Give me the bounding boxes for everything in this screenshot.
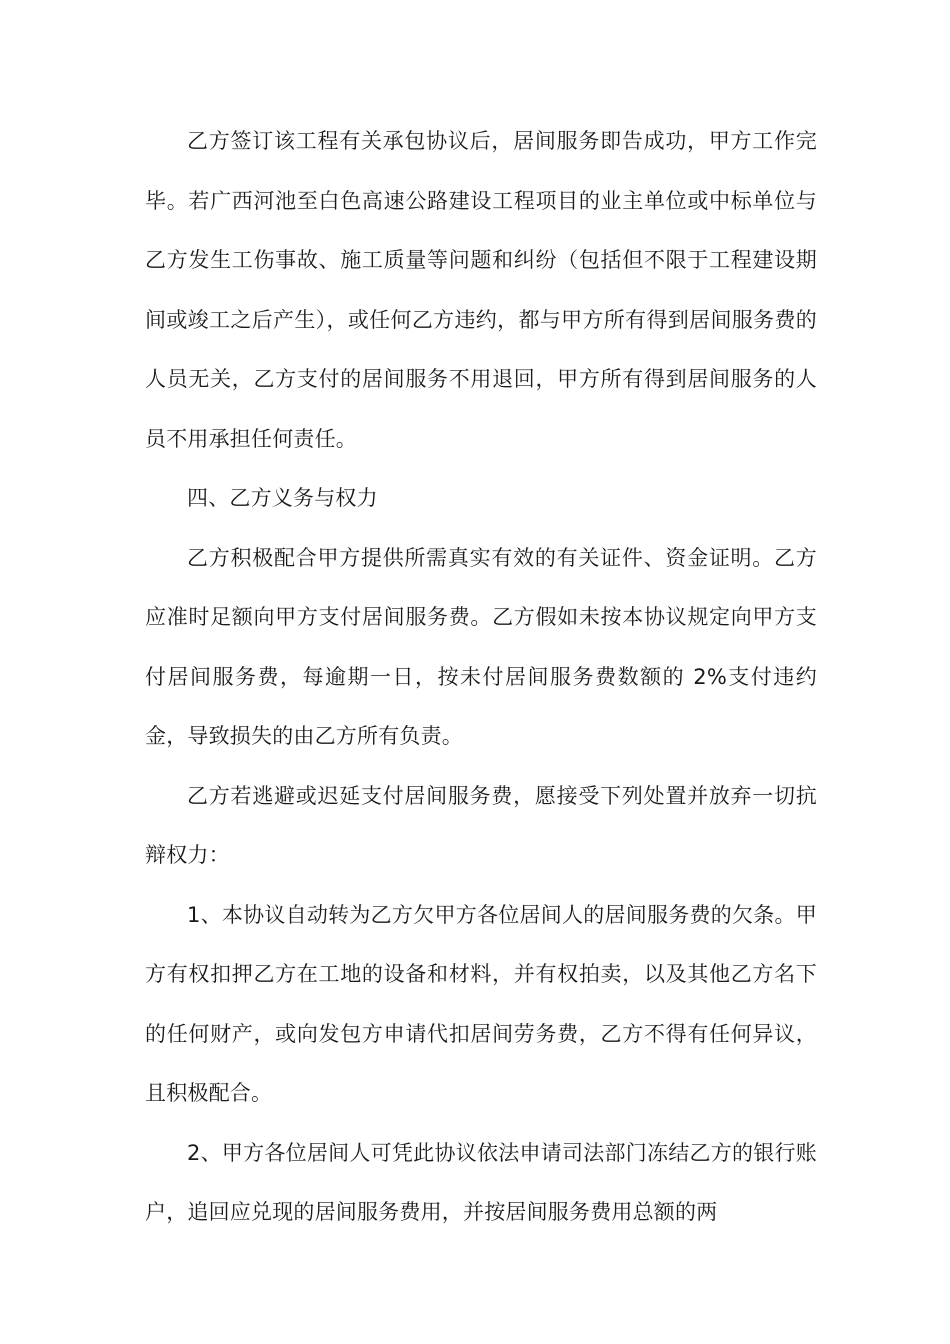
clause-2-account-freeze: 2、甲方各位居间人可凭此协议依法申请司法部门冻结乙方的银行账户，追回应兑现的居间服务费用，并按居间服务费用总额的两 [145,1140,817,1224]
section-heading-obligations: 四、乙方义务与权力 [187,486,378,510]
paragraph-completion-liability: 乙方签订该工程有关承包协议后，居间服务即告成功，甲方工作完毕。若广西河池至白色高速公路建设工程项目的业主单位或中标单位与乙方发生工伤事故、施工质量等问题和纠纷（包括但不限于工程建设期间或竣工之后产生），或任何乙方违约，都与甲方所有得到居间服务费的人员无关，乙方支付的居间服务不用退回，甲方所有得到居间服务的人员不用承担任何责任。 [145,129,817,451]
paragraph-payment-obligation: 乙方积极配合甲方提供所需真实有效的有关证件、资金证明。乙方应准时足额向甲方支付居间服务费。乙方假如未按本协议规定向甲方支付居间服务费，每逾期一日，按未付居间服务费数额的 2%支付违约金，导致损失的由乙方所有负责。 [145,545,817,748]
clause-1-debt-conversion: 1、本协议自动转为乙方欠甲方各位居间人的居间服务费的欠条。甲方有权扣押乙方在工地的设备和材料，并有权拍卖，以及其他乙方名下的任何财产，或向发包方申请代扣居间劳务费，乙方不得有任何异议，且积极配合。 [145,902,817,1105]
paragraph-late-payment: 乙方若逃避或迟延支付居间服务费，愿接受下列处置并放弃一切抗辩权力： [145,783,817,867]
document-body [145,112,817,1243]
